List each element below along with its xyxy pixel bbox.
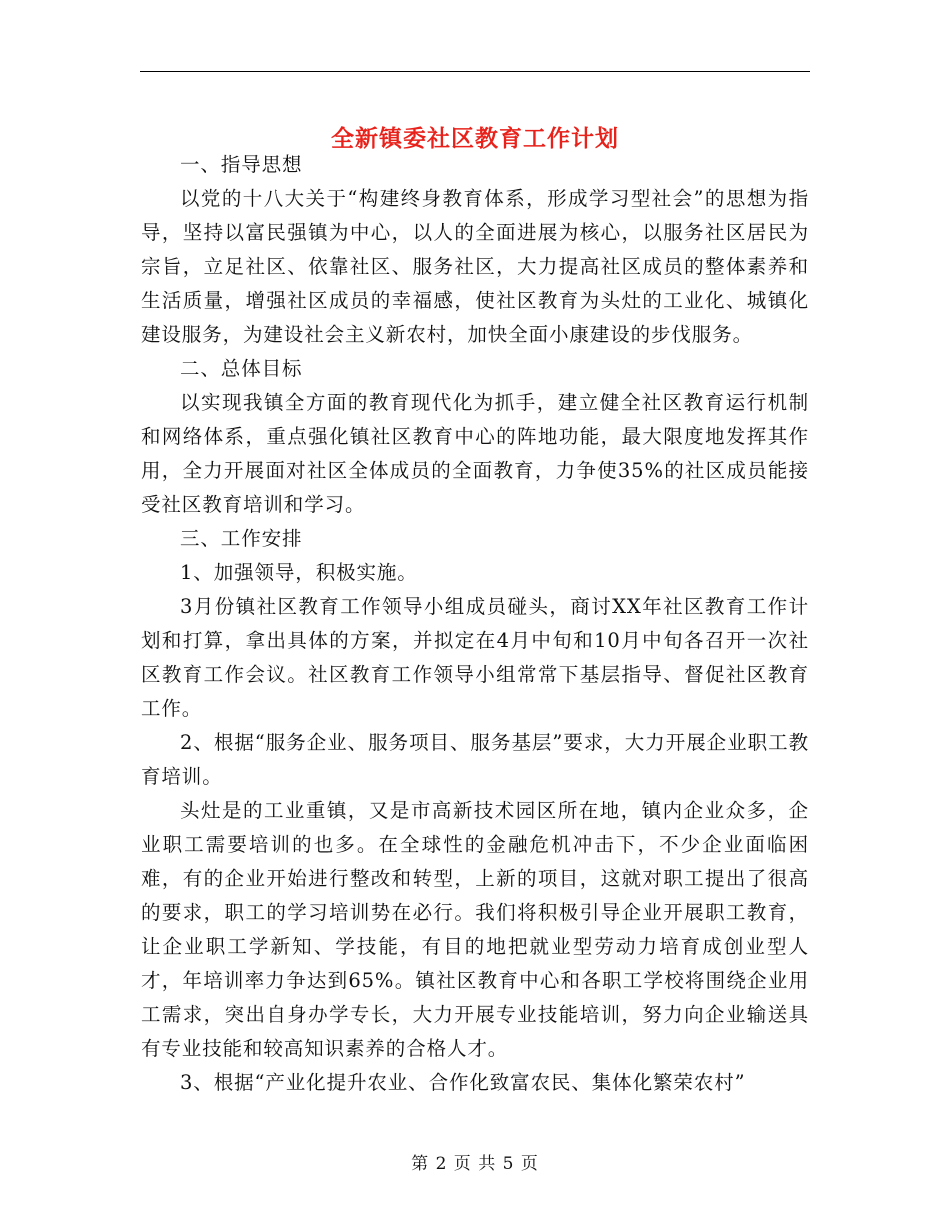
section-heading-guiding-ideology: 一、指导思想 bbox=[180, 153, 303, 176]
paragraph-leadership: 3月份镇社区教育工作领导小组成员碰头，商讨XX年社区教育工作计划和打算，拿出具体的方案，并拟定在4月中旬和10月中旬各召开一次社区教育工作会议。社区教育工作领导小组常常下基层指导、督促社区教育工作。 bbox=[141, 595, 809, 720]
paragraph-enterprise-training: 头灶是的工业重镇，又是市高新技术园区所在地，镇内企业众多，企业职工需要培训的也多。在全球性的金融危机冲击下，不少企业面临困难，有的企业开始进行整改和转型，上新的项目，这就对职工提出了很高的要求，职工的学习培训势在必行。我们将积极引导企业开展职工教育，让企业职工学新知、学技能，有目的地把就业型劳动力培育成创业型人才，年培训率力争达到65%。镇社区教育中心和各职工学校将围绕企业用工需求，突出自身办学专长，大力开展专业技能培训，努力向企业输送具有专业技能和较高知识素养的合格人才。 bbox=[141, 799, 809, 1060]
section-heading-work-arrangements: 三、工作安排 bbox=[180, 527, 303, 550]
document-body bbox=[141, 148, 809, 1100]
header-rule bbox=[140, 71, 810, 72]
subheading-leadership: 1、加强领导，积极实施。 bbox=[180, 561, 418, 584]
page-number: 第 2 页 共 5 页 bbox=[411, 1154, 539, 1174]
document-title: 全新镇委社区教育工作计划 bbox=[331, 125, 619, 153]
paragraph-overall-goals: 以实现我镇全方面的教育现代化为抓手，建立健全社区教育运行机制和网络体系，重点强化镇社区教育中心的阵地功能，最大限度地发挥其作用，全力开展面对社区全体成员的全面教育，力争使35%的社区成员能接受社区教育培训和学习。 bbox=[141, 391, 809, 516]
paragraph-enterprise-training-heading: 2、根据“服务企业、服务项目、服务基层”要求，大力开展企业职工教育培训。 bbox=[141, 731, 809, 788]
paragraph-agriculture-heading: 3、根据“产业化提升农业、合作化致富农民、集体化繁荣农村” bbox=[180, 1071, 746, 1094]
section-heading-overall-goals: 二、总体目标 bbox=[180, 357, 303, 380]
paragraph-guiding-ideology: 以党的十八大关于“构建终身教育体系，形成学习型社会”的思想为指导，坚持以富民强镇为中心，以人的全面进展为核心，以服务社区居民为宗旨，立足社区、依靠社区、服务社区，大力提高社区成员的整体素养和生活质量，增强社区成员的幸福感，使社区教育为头灶的工业化、城镇化建设服务，为建设社会主义新农村，加快全面小康建设的步伐服务。 bbox=[141, 187, 809, 346]
